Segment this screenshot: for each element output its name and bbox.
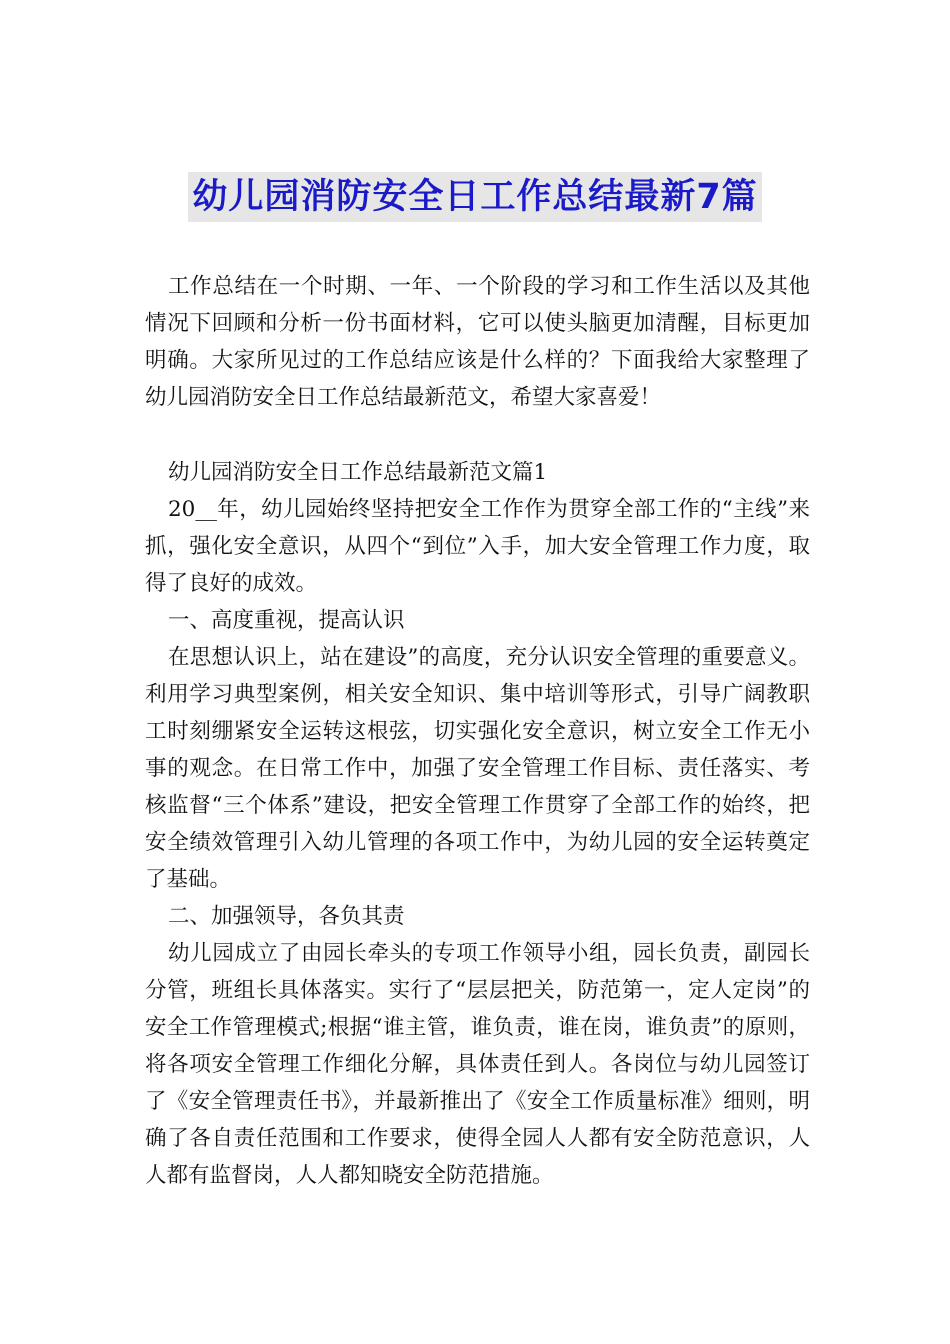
section-title: 幼儿园消防安全日工作总结最新范文篇1	[168, 460, 548, 485]
paragraph-gap	[145, 416, 810, 454]
title-container	[0, 172, 950, 222]
heading-1: 一、高度重视，提高认识	[168, 608, 405, 633]
intro-paragraph: 工作总结在一个时期、一年、一个阶段的学习和工作生活以及其他情况下回顾和分析一份书面材料，它可以使头脑更加清醒，目标更加明确。大家所见过的工作总结应该是什么样的？下面我给大家整理了幼儿园消防安全日工作总结最新范文，希望大家喜爱！	[145, 274, 810, 410]
paragraph-2: 在思想认识上，站在建设”的高度，充分认识安全管理的重要意义。利用学习典型案例，相关安全知识、集中培训等形式，引导广阔教职工时刻绷紧安全运转这根弦，切实强化安全意识，树立安全工作无小事的观念。在日常工作中，加强了安全管理工作目标、责任落实、考核监督“三个体系”建设，把安全管理工作贯穿了全部工作的始终，把安全绩效管理引入幼儿管理的各项工作中，为幼儿园的安全运转奠定了基础。	[145, 645, 810, 892]
document-body	[145, 268, 810, 1194]
heading-2: 二、加强领导，各负其责	[168, 904, 405, 929]
paragraph-1: 20__年，幼儿园始终坚持把安全工作作为贯穿全部工作的“主线”来抓，强化安全意识，从四个“到位”入手，加大安全管理工作力度，取得了良好的成效。	[145, 497, 810, 596]
document-title: 幼儿园消防安全日工作总结最新7篇	[188, 172, 761, 222]
paragraph-3: 幼儿园成立了由园长牵头的专项工作领导小组，园长负责，副园长分管，班组长具体落实。实行了“层层把关，防范第一，定人定岗”的安全工作管理模式;根据“谁主管，谁负责，谁在岗，谁负责”的原则，将各项安全管理工作细化分解，具体责任到人。各岗位与幼儿园签订了《安全管理责任书》，并最新推出了《安全工作质量标准》细则，明确了各自责任范围和工作要求，使得全园人人都有安全防范意识，人人都有监督岗，人人都知晓安全防范措施。	[145, 941, 810, 1188]
